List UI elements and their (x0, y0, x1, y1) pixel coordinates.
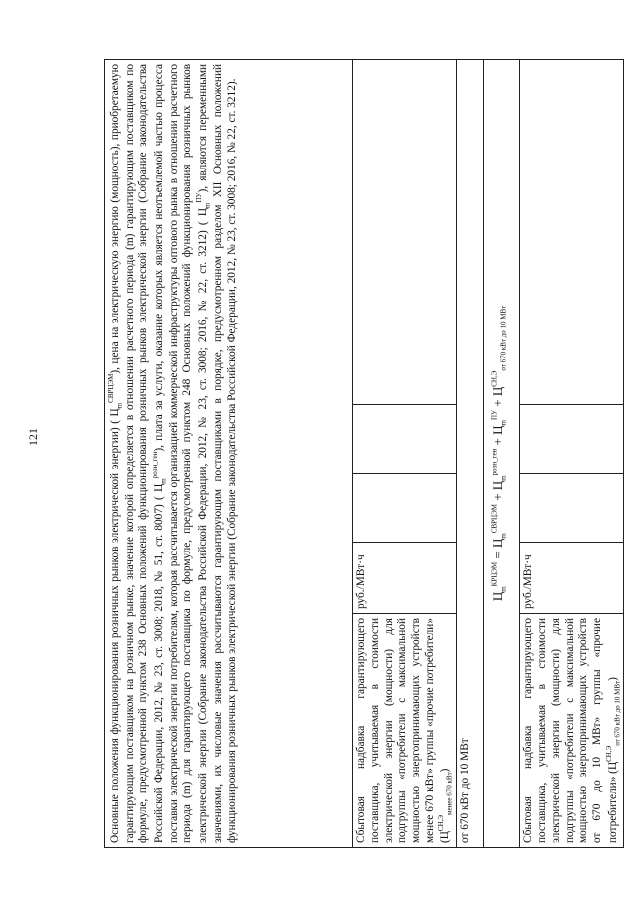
tariff-table (104, 59, 624, 848)
value-cell (353, 59, 457, 404)
value-cell (520, 59, 624, 404)
markup-symbol: $(Ц^{СН,Э}_{менее 670 кВт})$ (437, 768, 454, 843)
table-row (484, 59, 520, 847)
table-row (457, 59, 484, 847)
price-symbol: $Ц_m^{СВРЦЭМ}$ (107, 373, 124, 417)
unit-cell: руб./МВт·ч (353, 543, 457, 614)
price-symbol: $Ц_m^{розн\_ген}$ (151, 451, 168, 492)
table-row (105, 59, 353, 847)
value-cell (353, 474, 457, 543)
formula-row: $Ц_m^{КРЦЭМ} = Ц_m^{СВРЦЭМ} + Ц_m^{розн\_ген} + Ц_m^{ПУ} + Ц^{СН,Э}_{от 670 кВт до 10 МВт}$ (484, 59, 520, 847)
value-cell (353, 405, 457, 474)
price-symbol: $Ц_m^{ПУ}$ (195, 192, 212, 217)
markup-symbol: $(Ц^{СН,Э}_{от 670 кВт до 10 МВт})$ (604, 677, 621, 774)
intro-paragraph: Основные положения функционирования розничных рынков электрической энергии) ( $Ц_m^{СВРЦЭМ}$), цена на электрическую энергию (мощность), приобретаемую гарантирующим поставщиком на розничном рынке, значение которой определяется в отношении расчетного периода (m) гарантирующим поставщиком по формуле, предусмотренной пунктом 238 Основных положений функционирования розничных рынков электрической энергии (Собрание законодательства Российской Федерации, 2012, № 23, ст. 3008; 2018, № 51, ст. 8007) ( $Ц_m^{розн\_ген}$), плата за услуги, оказание которых является неотъемлемой частью процесса поставки электрической энергии потребителям, которая рассчитывается организацией коммерческой инфраструктуры оптового рынка в отношении расчетного периода (m) для гарантирующего поставщика по формуле, предусмотренной пунктом 248 Основных положений функционирования розничных рынков электрической энергии (Собрание законодательства Российской Федерации, 2012, № 23, ст. 3008; 2016, № 22, ст. 3212) ( $Ц_m^{ПУ}$), являются переменными значениями, их числовые значения рассчитываются гарантирующим поставщиками в порядке, предусмотренном разделом XII Основных положений функционирования розничных рынков электрической энергии (Собрание законодательства Российской Федерации, 2012, № 23, ст. 3008; 2016, № 22, ст. 3212). (105, 59, 353, 847)
section-heading: от 670 кВт до 10 МВт (457, 59, 484, 847)
rotated-table-canvas (104, 60, 621, 848)
value-cell (520, 405, 624, 474)
unit-cell: руб./МВт·ч (520, 543, 624, 614)
table-row (520, 59, 624, 847)
table-row (353, 59, 457, 847)
markup-description-less-670: Сбытовая надбавка гарантирующего поставщика, учитываемая в стоимости электрической энергии (мощности) для подгруппы «потребители с максимальной мощностью энергопринимающих устройств менее 670 кВт» группы «прочие потребители» $(Ц^{СН,Э}_{менее 670 кВт})$ (353, 614, 457, 848)
page-number: 121 (26, 428, 40, 446)
markup-description-670-10: Сбытовая надбавка гарантирующего поставщика, учитываемая в стоимости электрической энергии (мощности) для подгруппы «потребители с максимальной мощностью энергопринимающих устройств от 670 до 10 МВт» группы «прочие потребители» $(Ц^{СН,Э}_{от 670 кВт до 10 МВт})$ (520, 614, 624, 848)
value-cell (520, 474, 624, 543)
